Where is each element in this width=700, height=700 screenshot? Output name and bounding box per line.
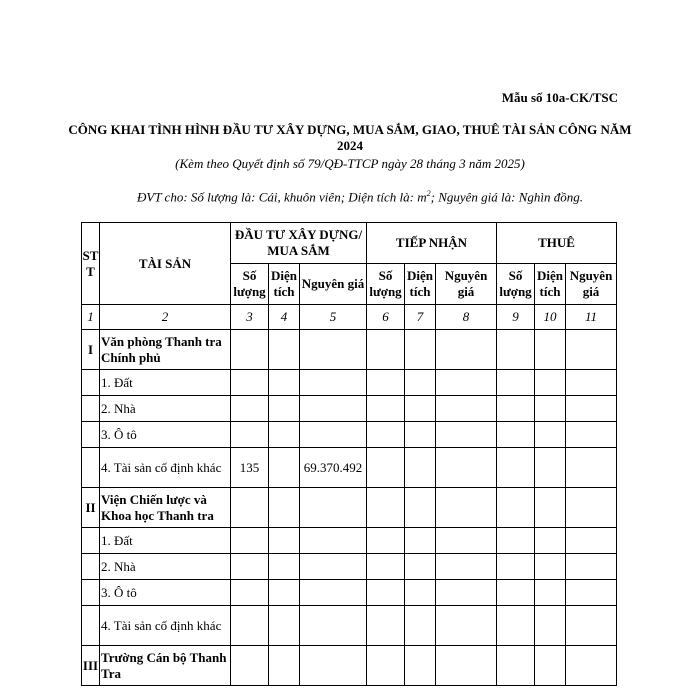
unit-note-prefix: ĐVT cho: Số lượng là: Cái, khuôn viên; Diện tích là: m: [136, 189, 427, 205]
row-value-cell: [269, 330, 300, 370]
row-value-cell: [535, 422, 566, 448]
row-value-cell: [497, 330, 535, 370]
row-stt: [82, 396, 100, 422]
row-value-cell: [566, 646, 617, 686]
section-row: [82, 330, 617, 370]
document-subtitle: (Kèm theo Quyết định số 79/QĐ-TTCP ngày 28 tháng 3 năm 2025): [175, 156, 525, 171]
row-value-cell: [497, 606, 535, 646]
row-value-cell: [300, 488, 367, 528]
row-value-cell: [535, 646, 566, 686]
table-row: [82, 370, 617, 396]
row-value-cell: [405, 528, 436, 554]
group-header-receive: TIẾP NHẬN: [367, 223, 497, 264]
row-value-cell: [436, 606, 497, 646]
row-value-cell: [566, 580, 617, 606]
row-stt: [82, 370, 100, 396]
row-value-cell: [300, 422, 367, 448]
row-value-cell: [300, 580, 367, 606]
row-value-cell: [367, 528, 405, 554]
table-row: [82, 396, 617, 422]
row-value-cell: [231, 646, 269, 686]
column-number: 10: [535, 305, 566, 330]
row-value-cell: [300, 396, 367, 422]
area-header: Diện tích: [405, 264, 436, 305]
row-value-cell: [566, 528, 617, 554]
row-value-cell: [367, 396, 405, 422]
row-value-cell: [535, 528, 566, 554]
row-asset-name: 2. Nhà: [100, 554, 231, 580]
row-value-cell: [405, 396, 436, 422]
value-header: Nguyên giá: [566, 264, 617, 305]
row-value-cell: [436, 554, 497, 580]
row-stt: [82, 580, 100, 606]
row-value-cell: [405, 330, 436, 370]
row-value-cell: [436, 396, 497, 422]
section-row: [82, 646, 617, 686]
column-number: 5: [300, 305, 367, 330]
section-row: [82, 488, 617, 528]
row-value-cell: [269, 606, 300, 646]
row-value-cell: [269, 646, 300, 686]
row-value-cell: [231, 606, 269, 646]
column-number: 8: [436, 305, 497, 330]
row-value-cell: [566, 330, 617, 370]
stt-header: STT: [82, 223, 100, 305]
row-value-cell: [566, 554, 617, 580]
row-value-cell: [566, 396, 617, 422]
row-value-cell: [269, 370, 300, 396]
row-value-cell: [405, 580, 436, 606]
row-value-cell: [535, 330, 566, 370]
row-value-cell: [566, 422, 617, 448]
row-stt: [82, 448, 100, 488]
unit-note-sup: 2: [426, 189, 431, 198]
row-value-cell: [436, 370, 497, 396]
quantity-header: Số lượng: [497, 264, 535, 305]
row-value-cell: [436, 330, 497, 370]
row-value-cell: [231, 370, 269, 396]
row-value-cell: [497, 488, 535, 528]
row-value-cell: [497, 646, 535, 686]
row-asset-name: 2. Nhà: [100, 396, 231, 422]
row-value-cell: [535, 396, 566, 422]
row-asset-name: 1. Đất: [100, 370, 231, 396]
row-stt: [82, 422, 100, 448]
table-row: [82, 554, 617, 580]
unit-note-suffix: ; Nguyên giá là: Nghìn đồng.: [430, 189, 584, 205]
row-value-cell: [436, 528, 497, 554]
row-value-cell: [405, 646, 436, 686]
unit-note: [60, 189, 660, 205]
row-value-cell: [405, 370, 436, 396]
row-value-cell: [367, 554, 405, 580]
row-value-cell: [497, 370, 535, 396]
row-value-cell: [269, 488, 300, 528]
row-value-cell: [535, 448, 566, 488]
row-value-cell: [535, 370, 566, 396]
row-value-cell: [497, 422, 535, 448]
row-value-cell: [497, 528, 535, 554]
row-value-cell: [367, 580, 405, 606]
row-value-cell: [436, 422, 497, 448]
row-value-cell: [367, 370, 405, 396]
row-value-cell: [367, 330, 405, 370]
row-value-cell: [566, 448, 617, 488]
quantity-header: Số lượng: [367, 264, 405, 305]
table-row: [82, 580, 617, 606]
table-row: [82, 606, 617, 646]
asset-table: [81, 222, 617, 686]
document-title: CÔNG KHAI TÌNH HÌNH ĐẦU TƯ XÂY DỰNG, MUA SẮM, GIAO, THUÊ TÀI SẢN CÔNG NĂM 2024: [68, 122, 632, 153]
column-number: 2: [100, 305, 231, 330]
row-value-cell: [497, 554, 535, 580]
row-asset-name: 1. Đất: [100, 528, 231, 554]
row-value-cell: 135: [231, 448, 269, 488]
group-header-invest: ĐẦU TƯ XÂY DỰNG/ MUA SẮM: [231, 223, 367, 264]
column-number: 7: [405, 305, 436, 330]
row-asset-name: 4. Tài sản cố định khác: [100, 448, 231, 488]
row-stt: [82, 554, 100, 580]
area-header: Diện tích: [535, 264, 566, 305]
table-row: [82, 448, 617, 488]
row-value-cell: [436, 646, 497, 686]
row-value-cell: [300, 330, 367, 370]
area-header: Diện tích: [269, 264, 300, 305]
row-value-cell: [269, 528, 300, 554]
table-row: [82, 422, 617, 448]
column-number: 6: [367, 305, 405, 330]
row-value-cell: [367, 646, 405, 686]
row-asset-name: Trường Cán bộ Thanh Tra: [100, 646, 231, 686]
row-asset-name: Văn phòng Thanh tra Chính phủ: [100, 330, 231, 370]
value-header: Nguyên giá: [300, 264, 367, 305]
row-value-cell: [367, 448, 405, 488]
column-number-row: [82, 305, 617, 330]
row-value-cell: [535, 488, 566, 528]
row-value-cell: [367, 606, 405, 646]
form-code: Mẫu số 10a-CK/TSC: [501, 90, 618, 105]
row-value-cell: [497, 448, 535, 488]
row-value-cell: [566, 370, 617, 396]
value-header: Nguyên giá: [436, 264, 497, 305]
column-number: 4: [269, 305, 300, 330]
column-number: 11: [566, 305, 617, 330]
row-value-cell: [405, 554, 436, 580]
row-asset-name: 3. Ô tô: [100, 422, 231, 448]
row-value-cell: [269, 448, 300, 488]
row-value-cell: [497, 580, 535, 606]
row-value-cell: [566, 488, 617, 528]
row-value-cell: [436, 488, 497, 528]
row-value-cell: [300, 554, 367, 580]
row-value-cell: [497, 396, 535, 422]
row-value-cell: [300, 606, 367, 646]
row-stt: I: [82, 330, 100, 370]
row-value-cell: [300, 370, 367, 396]
column-number: 3: [231, 305, 269, 330]
table-row: [82, 528, 617, 554]
row-stt: II: [82, 488, 100, 528]
quantity-header: Số lượng: [231, 264, 269, 305]
row-value-cell: [405, 448, 436, 488]
row-asset-name: 4. Tài sản cố định khác: [100, 606, 231, 646]
row-value-cell: [231, 422, 269, 448]
row-value-cell: [405, 606, 436, 646]
row-value-cell: 69.370.492: [300, 448, 367, 488]
row-value-cell: [566, 606, 617, 646]
row-value-cell: [269, 580, 300, 606]
row-value-cell: [300, 528, 367, 554]
row-value-cell: [367, 422, 405, 448]
row-value-cell: [231, 554, 269, 580]
header-row-1: [82, 223, 617, 264]
row-value-cell: [405, 422, 436, 448]
row-value-cell: [269, 554, 300, 580]
table-body: [82, 330, 617, 686]
row-value-cell: [231, 580, 269, 606]
row-value-cell: [231, 528, 269, 554]
row-stt: [82, 606, 100, 646]
asset-header: TÀI SẢN: [100, 223, 231, 305]
row-value-cell: [231, 396, 269, 422]
row-value-cell: [300, 646, 367, 686]
row-asset-name: Viện Chiến lược và Khoa học Thanh tra: [100, 488, 231, 528]
row-value-cell: [367, 488, 405, 528]
row-value-cell: [269, 396, 300, 422]
row-stt: III: [82, 646, 100, 686]
row-value-cell: [231, 488, 269, 528]
row-value-cell: [535, 580, 566, 606]
row-value-cell: [405, 488, 436, 528]
row-value-cell: [436, 448, 497, 488]
row-value-cell: [269, 422, 300, 448]
row-value-cell: [535, 554, 566, 580]
row-value-cell: [535, 606, 566, 646]
row-asset-name: 3. Ô tô: [100, 580, 231, 606]
column-number: 1: [82, 305, 100, 330]
row-value-cell: [231, 330, 269, 370]
column-number: 9: [497, 305, 535, 330]
group-header-rent: THUÊ: [497, 223, 617, 264]
row-stt: [82, 528, 100, 554]
row-value-cell: [436, 580, 497, 606]
